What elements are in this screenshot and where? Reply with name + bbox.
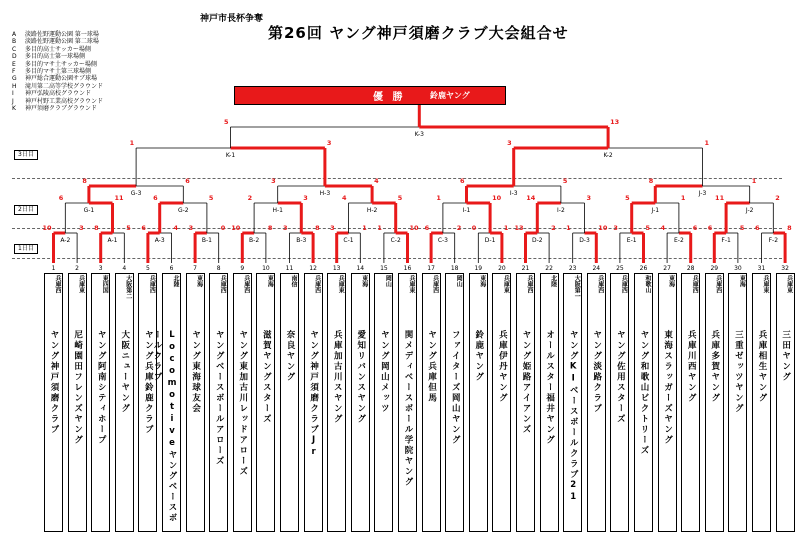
team-name: 三重ゼッツヤング bbox=[733, 330, 744, 414]
match-score: 3 bbox=[326, 139, 332, 147]
match-score: 5 bbox=[397, 194, 403, 202]
team-name: 関メディベースボール学院ヤング bbox=[403, 330, 413, 488]
team-name: ヤング神戸須磨クラブ bbox=[49, 330, 59, 435]
team-name: ヤング和歌山ビクトリーズ bbox=[639, 330, 649, 456]
team-name: ヤングベースボールアローズ bbox=[214, 330, 225, 467]
team-name: ヤング阿南シティホープ bbox=[96, 330, 107, 446]
team-number: 2 bbox=[75, 265, 79, 272]
match-id: B-1 bbox=[201, 237, 212, 244]
team-name: 三田ヤング bbox=[780, 330, 791, 383]
champion-label: 優 勝 bbox=[373, 92, 406, 103]
team-card bbox=[681, 273, 700, 532]
venue-key: D bbox=[12, 53, 17, 61]
tournament-title: 第26回 ヤング神戸須磨クラブ大会組合せ bbox=[268, 24, 569, 42]
match-score: 1 bbox=[751, 177, 757, 185]
venue-key: C bbox=[12, 45, 17, 53]
team-region: 兵庫東 bbox=[785, 275, 793, 293]
team-name: オールスター福井ヤング bbox=[544, 330, 555, 446]
team-region: 東海 bbox=[360, 275, 368, 287]
match-score: 3 bbox=[613, 224, 618, 232]
match-score: 6 bbox=[58, 194, 64, 202]
team-number: 3 bbox=[98, 265, 103, 272]
match-score: 5 bbox=[739, 224, 745, 232]
team-region: 兵庫西 bbox=[691, 275, 699, 293]
team-card bbox=[540, 273, 559, 532]
match-id: I-1 bbox=[462, 207, 471, 214]
team-region: 東海 bbox=[195, 275, 203, 287]
team-region: 岡山 bbox=[384, 275, 392, 287]
team-card bbox=[186, 273, 205, 532]
match-score: 0 bbox=[471, 224, 477, 232]
team-number: 16 bbox=[403, 265, 412, 272]
match-id: J-3 bbox=[698, 190, 707, 197]
match-score: 1 bbox=[129, 139, 135, 147]
venue-key: J bbox=[12, 97, 14, 105]
match-id: B-2 bbox=[249, 237, 260, 244]
match-score: 1 bbox=[680, 194, 686, 202]
team-card bbox=[280, 273, 299, 532]
match-id: G-2 bbox=[177, 207, 189, 214]
match-id: C-2 bbox=[390, 237, 401, 244]
match-score: 11 bbox=[114, 194, 124, 202]
match-id: D-2 bbox=[531, 237, 543, 244]
team-card bbox=[492, 273, 511, 532]
team-number: 32 bbox=[781, 265, 789, 272]
team-region: 兵庫東 bbox=[337, 275, 345, 293]
team-name: ヤング淡路クラブ bbox=[591, 330, 602, 414]
team-name: ヤング佐用スターズ bbox=[615, 330, 626, 425]
match-score: 8 bbox=[315, 224, 320, 232]
match-score: 6 bbox=[754, 224, 760, 232]
team-number: 10 bbox=[262, 265, 270, 272]
venue-key: I bbox=[12, 90, 14, 98]
team-name: ヤング兵庫但馬 bbox=[426, 330, 437, 404]
match-score: 6 bbox=[707, 224, 713, 232]
team-card bbox=[610, 273, 629, 532]
match-id: A-2 bbox=[60, 237, 71, 244]
match-score: 6 bbox=[424, 224, 430, 232]
match-score: 1 bbox=[436, 194, 441, 202]
venue-key: A bbox=[12, 31, 17, 38]
venue-name: 滝川第二高等学校グラウンド bbox=[25, 82, 104, 90]
venue-name: 神戸弘陵高校グラウンド bbox=[25, 90, 92, 98]
venue-name: 淡路佐野運動公園 第一球場 bbox=[25, 31, 99, 38]
team-name: 兵庫川西ヤング bbox=[686, 330, 697, 404]
match-id: H-2 bbox=[366, 207, 378, 214]
match-id: C-1 bbox=[343, 237, 354, 244]
team-number: 15 bbox=[380, 265, 388, 272]
team-name: 兵庫相生ヤング bbox=[757, 330, 767, 404]
match-score: 4 bbox=[660, 224, 666, 232]
match-id: J-1 bbox=[651, 207, 660, 214]
team-name: ヤング東加古川レッドアローズ bbox=[237, 330, 248, 477]
match-score: 2 bbox=[775, 194, 780, 202]
match-score: 13 bbox=[514, 224, 524, 232]
team-card bbox=[327, 273, 346, 532]
team-region: 兵庫西 bbox=[596, 275, 604, 293]
match-score: 1 bbox=[503, 224, 509, 232]
team-card bbox=[91, 273, 110, 532]
match-score: 3 bbox=[282, 224, 288, 232]
team-card bbox=[705, 273, 724, 532]
team-card bbox=[256, 273, 275, 532]
team-region: 兵庫東 bbox=[77, 275, 85, 293]
team-number: 23 bbox=[568, 265, 577, 272]
team-name: 兵庫伊丹ヤング bbox=[497, 330, 508, 404]
team-region: 兵庫東 bbox=[408, 275, 415, 293]
match-id: I-3 bbox=[509, 190, 518, 197]
match-score: 0 bbox=[220, 224, 226, 232]
team-number: 22 bbox=[545, 265, 553, 272]
match-score: 1 bbox=[566, 224, 571, 232]
team-card bbox=[587, 273, 606, 532]
team-card bbox=[374, 273, 393, 532]
match-score: 1 bbox=[377, 224, 382, 232]
venue-name: 神戸須磨クラブグラウンド bbox=[25, 105, 97, 113]
team-number: 11 bbox=[285, 265, 294, 272]
venue-name: 多目的マサ土サッカー場側 bbox=[25, 60, 97, 68]
venue-key: G bbox=[12, 75, 17, 83]
match-score: 4 bbox=[374, 177, 379, 185]
match-id: E-2 bbox=[674, 237, 684, 244]
team-name: 尼崎園田フレンズヤング bbox=[72, 330, 83, 446]
match-score: 5 bbox=[223, 118, 229, 126]
team-number: 28 bbox=[686, 265, 695, 272]
team-region: 兵庫西 bbox=[148, 275, 156, 293]
team-region: 兵庫東 bbox=[502, 275, 510, 293]
team-card bbox=[304, 273, 323, 532]
team-region: 兵庫西 bbox=[620, 275, 628, 293]
team-region: 東海 bbox=[738, 275, 746, 287]
team-region: 東海 bbox=[478, 275, 486, 287]
match-id: I-2 bbox=[557, 207, 565, 214]
day-label-2: 2日目 bbox=[14, 205, 38, 215]
match-id: C-3 bbox=[437, 237, 448, 244]
venue-name: 多目的高士第一球場側 bbox=[25, 53, 86, 61]
team-number: 31 bbox=[757, 265, 766, 272]
team-name: 愛知リバンスヤング bbox=[355, 330, 366, 425]
team-card bbox=[422, 273, 441, 532]
venue-name: 神戸村野工業高校グラウンド bbox=[25, 97, 104, 105]
match-score: 8 bbox=[648, 177, 654, 185]
team-name: ヤング神戸須磨クラブJr bbox=[308, 330, 319, 459]
champion-team: 鈴鹿ヤング bbox=[430, 91, 470, 100]
match-score: 5 bbox=[208, 194, 214, 202]
team-number: 8 bbox=[216, 265, 221, 272]
team-card bbox=[68, 273, 87, 532]
match-score: 5 bbox=[562, 177, 568, 185]
match-id: G-3 bbox=[130, 190, 142, 197]
team-card bbox=[752, 273, 771, 532]
team-region: 大阪第二 bbox=[124, 275, 132, 299]
day-label-1: 1日目 bbox=[14, 244, 38, 254]
match-score: 2 bbox=[456, 224, 462, 232]
match-score: 14 bbox=[526, 194, 536, 202]
team-card bbox=[728, 273, 747, 532]
team-region: 兵庫西 bbox=[714, 275, 722, 293]
team-card bbox=[398, 273, 417, 532]
team-number: 1 bbox=[51, 265, 56, 272]
match-score: 1 bbox=[704, 139, 710, 147]
venue-key: E bbox=[12, 60, 16, 68]
team-card bbox=[445, 273, 464, 532]
team-name: ヤング岡山メッツ bbox=[379, 330, 390, 414]
team-number: 30 bbox=[734, 265, 742, 272]
team-region: 兵庫西 bbox=[219, 275, 227, 293]
match-score: 5 bbox=[645, 224, 651, 232]
match-id: F-1 bbox=[721, 237, 731, 244]
match-score: 6 bbox=[185, 177, 190, 185]
team-name: 東海スラッガーズヤング bbox=[662, 330, 673, 446]
team-number: 5 bbox=[145, 265, 150, 272]
team-name: ヤング兵庫鈴鹿クラブ bbox=[143, 330, 154, 435]
team-name: 大阪ニューヤング bbox=[119, 330, 130, 414]
team-region: 和歌山 bbox=[644, 275, 651, 293]
venue-key: H bbox=[12, 82, 17, 90]
match-score: 3 bbox=[507, 139, 512, 147]
team-number: 19 bbox=[474, 265, 483, 272]
match-score: 8 bbox=[82, 177, 87, 185]
team-name: 滋賀ヤングスターズ bbox=[261, 330, 272, 425]
team-number: 21 bbox=[521, 265, 530, 272]
team-name: 奈良ヤング bbox=[285, 330, 295, 383]
team-card bbox=[138, 273, 157, 532]
team-number: 24 bbox=[592, 265, 601, 272]
match-score: 10 bbox=[231, 224, 241, 232]
team-name: ファイターズ岡山ヤング bbox=[450, 330, 461, 446]
team-number: 18 bbox=[450, 265, 459, 272]
match-score: 3 bbox=[303, 194, 308, 202]
match-score: 2 bbox=[551, 224, 556, 232]
team-region: 兵庫西 bbox=[526, 275, 533, 293]
match-score: 6 bbox=[141, 224, 146, 232]
team-region: 南信 bbox=[290, 275, 297, 287]
team-region: 兵庫西 bbox=[54, 275, 61, 293]
team-region: 北陸 bbox=[549, 275, 557, 287]
match-id: K-3 bbox=[414, 131, 424, 138]
team-name: ヤングKIベースボールクラブ21 bbox=[568, 330, 579, 504]
team-number: 4 bbox=[122, 265, 127, 272]
team-name: 兵庫多賀ヤング bbox=[709, 330, 720, 404]
match-id: F-2 bbox=[768, 237, 779, 244]
match-id: J-2 bbox=[745, 207, 754, 214]
match-score: 4 bbox=[173, 224, 179, 232]
venue-name: 多目的マサ土第三球場側 bbox=[25, 68, 92, 76]
match-score: 8 bbox=[267, 224, 273, 232]
day-label-3: 3日目 bbox=[14, 150, 38, 160]
match-score: 10 bbox=[492, 194, 502, 202]
match-score: 5 bbox=[126, 224, 131, 232]
team-name: Locomotiveヤングベースボールクラブ bbox=[152, 330, 177, 524]
team-card bbox=[516, 273, 535, 532]
team-card bbox=[776, 273, 795, 532]
team-name: 鈴鹿ヤング bbox=[473, 330, 484, 383]
match-score: 1 bbox=[362, 224, 367, 232]
match-id: D-1 bbox=[484, 237, 496, 244]
team-number: 25 bbox=[616, 265, 624, 272]
match-id: A-3 bbox=[154, 237, 165, 244]
match-score: 3 bbox=[188, 224, 194, 232]
team-number: 14 bbox=[356, 265, 365, 272]
team-name: ヤング東海球友会 bbox=[190, 330, 201, 414]
match-score: 6 bbox=[459, 177, 465, 185]
match-score: 3 bbox=[79, 224, 84, 232]
team-number: 7 bbox=[193, 265, 197, 272]
match-score: 3 bbox=[330, 224, 335, 232]
match-score: 10 bbox=[598, 224, 608, 232]
match-score: 6 bbox=[153, 194, 158, 202]
team-name: ヤング姫路アイアンズ bbox=[521, 330, 531, 435]
team-card bbox=[658, 273, 677, 532]
team-region: 兵庫西 bbox=[242, 275, 250, 293]
match-id: D-3 bbox=[579, 237, 590, 244]
match-score: 13 bbox=[610, 118, 620, 126]
team-region: 東海 bbox=[266, 275, 274, 287]
venue-name: 淡路佐野運動公園 第二球場 bbox=[25, 38, 99, 46]
match-score: 8 bbox=[94, 224, 99, 232]
venue-key: K bbox=[12, 105, 16, 113]
team-number: 9 bbox=[240, 265, 245, 272]
match-score: 5 bbox=[625, 194, 630, 202]
match-id: H-1 bbox=[272, 207, 283, 214]
team-region: 兵庫東 bbox=[762, 275, 769, 293]
team-number: 12 bbox=[309, 265, 317, 272]
match-id: A-1 bbox=[107, 237, 118, 244]
match-score: 6 bbox=[692, 224, 698, 232]
team-number: 29 bbox=[710, 265, 719, 272]
team-card bbox=[351, 273, 370, 532]
match-id: H-3 bbox=[319, 190, 331, 197]
team-number: 17 bbox=[427, 265, 435, 272]
venue-name: 神戸総合運動公園サブ球場 bbox=[25, 75, 98, 83]
match-score: 10 bbox=[42, 224, 52, 232]
team-card bbox=[115, 273, 134, 532]
tournament-subtitle: 神戸市長杯争奪 bbox=[200, 14, 264, 24]
team-region: 大阪第一 bbox=[573, 275, 581, 299]
team-region: 兵庫西 bbox=[431, 275, 439, 293]
team-number: 26 bbox=[639, 265, 648, 272]
team-card bbox=[209, 273, 228, 532]
match-id: G-1 bbox=[83, 207, 95, 214]
match-score: 11 bbox=[715, 194, 725, 202]
team-number: 20 bbox=[498, 265, 506, 272]
team-card bbox=[233, 273, 252, 532]
match-score: 3 bbox=[586, 194, 592, 202]
team-card bbox=[563, 273, 582, 532]
team-region: 北陸 bbox=[172, 275, 179, 287]
match-id: B-3 bbox=[296, 237, 307, 244]
team-card bbox=[44, 273, 63, 532]
team-number: 13 bbox=[332, 265, 341, 272]
team-number: 6 bbox=[169, 265, 174, 272]
match-score: 2 bbox=[247, 194, 253, 202]
venue-key: B bbox=[12, 38, 17, 46]
match-id: E-1 bbox=[626, 237, 637, 244]
team-card bbox=[634, 273, 653, 532]
team-card bbox=[469, 273, 488, 532]
venue-name: 多目的高士サッカー場側 bbox=[25, 45, 91, 53]
team-region: 兵庫西 bbox=[313, 275, 321, 293]
team-region: 東四国 bbox=[101, 275, 109, 293]
match-score: 8 bbox=[787, 224, 792, 232]
team-name: 兵庫加古川スヤング bbox=[332, 330, 343, 425]
match-id: K-1 bbox=[225, 152, 236, 159]
match-score: 10 bbox=[409, 224, 419, 232]
venue-key: F bbox=[12, 68, 16, 76]
match-score: 3 bbox=[271, 177, 276, 185]
team-number: 27 bbox=[663, 265, 671, 272]
team-region: 東海 bbox=[667, 275, 675, 287]
match-score: 4 bbox=[341, 194, 347, 202]
match-id: K-2 bbox=[603, 152, 613, 159]
team-region: 岡山 bbox=[455, 275, 463, 287]
